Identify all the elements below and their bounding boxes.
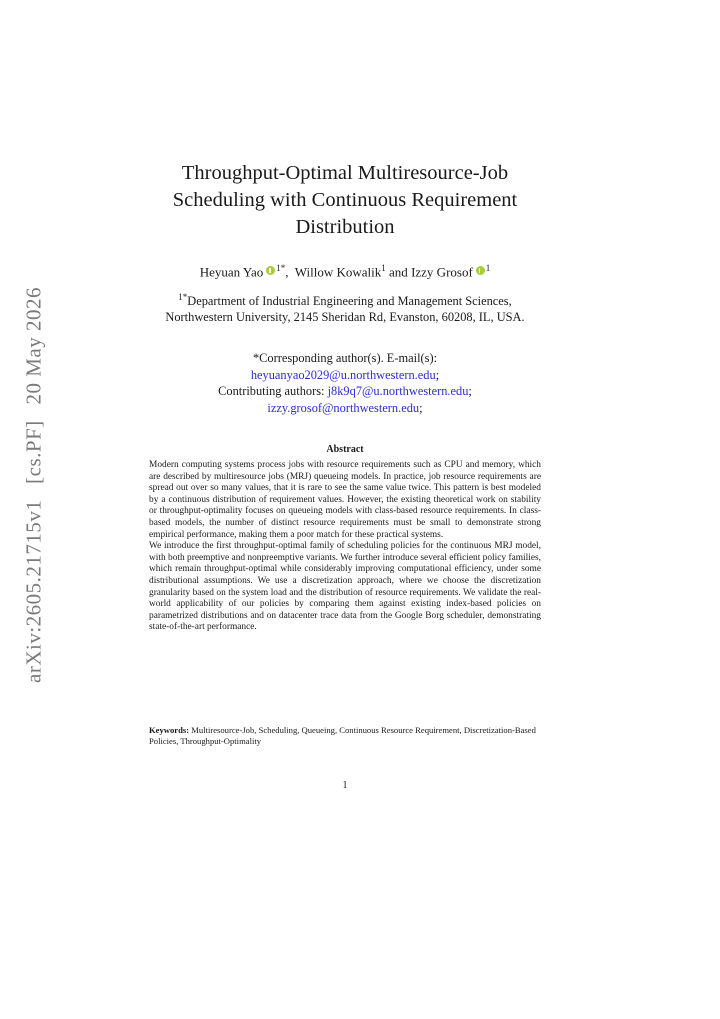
contributing-email-link[interactable]: j8k9q7@u.northwestern.edu	[327, 384, 469, 398]
abstract-paragraph: We introduce the first throughput-optimal family of scheduling policies for the continuous MRJ model, with both preemptive and nonpreemptive variants. We further introduce several efficient policy families, which remain throughput-optimal while considerably improving computational efficiency, under some distributional assumptions. We use a discretization approach, where we choose the discretization granularity based on the system load and the distribution of resource requirements. We validate the real-world applicability of our policies by comparing them against existing index-based policies on parametrized distributions and on datacenter trace data from the Google Borg scheduler, demonstrating state-of-the-art performance.	[149, 541, 541, 633]
author-name: Izzy Grosof	[411, 264, 473, 280]
author-affil-marker: 1	[485, 263, 491, 273]
contributing-email-link[interactable]: izzy.grosof@northwestern.edu	[267, 400, 420, 415]
title-line-3: Distribution	[295, 216, 395, 238]
affiliation-marker: 1*	[178, 292, 188, 302]
arxiv-category: [cs.PF]	[21, 420, 46, 484]
keywords-text: Multiresource-Job, Scheduling, Queueing, Continuous Resource Requirement, Discretization-Based Policies, Throughput-Optimality	[149, 725, 536, 746]
affiliation-line-2: Northwestern University, 2145 Sheridan Rd, Evanston, 60208, IL, USA.	[165, 310, 525, 325]
title-line-1: Throughput-Optimal Multiresource-Job	[181, 162, 509, 184]
separator: ;	[435, 367, 440, 382]
abstract-body	[149, 460, 541, 634]
corresponding-email-link[interactable]: heyuanyao2029@u.northwestern.edu	[250, 367, 436, 382]
affiliation	[100, 289, 590, 325]
contributing-label: Contributing authors:	[218, 384, 325, 398]
affiliation-line-1: Department of Industrial Engineering and Management Sciences,	[187, 294, 512, 309]
title-line-2: Scheduling with Continuous Requirement	[172, 189, 518, 211]
author-affil-marker: 1*	[276, 263, 286, 273]
author-affil-marker: 1	[381, 263, 386, 273]
arxiv-id: arXiv:2605.21715v1	[21, 499, 46, 683]
author-conjunction: and	[389, 264, 408, 280]
author-name: Heyuan Yao	[199, 264, 264, 280]
arxiv-date: 20 May 2026	[21, 287, 46, 405]
abstract-heading: Abstract	[326, 444, 364, 455]
separator: ;	[419, 400, 423, 415]
contact-info	[100, 350, 590, 416]
abstract-paragraph: Modern computing systems process jobs with resource requirements such as CPU and memory, which are described by multiresource jobs (MRJ) queueing models. In practice, job resource requirements are spread out over so many values, that it is rare to see the same value twice. This pattern is best modeled by a continuous distribution of requirement values. However, the existing theoretical work on stability or throughput-optimality focuses on queueing models with class-based resource requirements. In class-based models, the number of distinct resource requirements must be small to demonstrate strong empirical performance, making them a poor match for these practical systems.	[149, 460, 541, 540]
page-number: 1	[342, 780, 348, 791]
separator: ;	[468, 384, 472, 398]
corresponding-label: *Corresponding author(s). E-mail(s):	[252, 351, 438, 365]
orcid-icon[interactable]	[476, 266, 485, 275]
orcid-icon[interactable]	[266, 266, 275, 275]
paper-title	[140, 160, 550, 241]
arxiv-stamp	[22, 277, 47, 683]
keywords	[149, 725, 541, 747]
author-list: Heyuan Yao $^{1*}$, Willow Kowalik$^1$ and Izzy Grosof $^1$	[199, 263, 491, 280]
keywords-label: Keywords:	[149, 725, 190, 735]
author-name: Willow Kowalik	[294, 264, 382, 280]
